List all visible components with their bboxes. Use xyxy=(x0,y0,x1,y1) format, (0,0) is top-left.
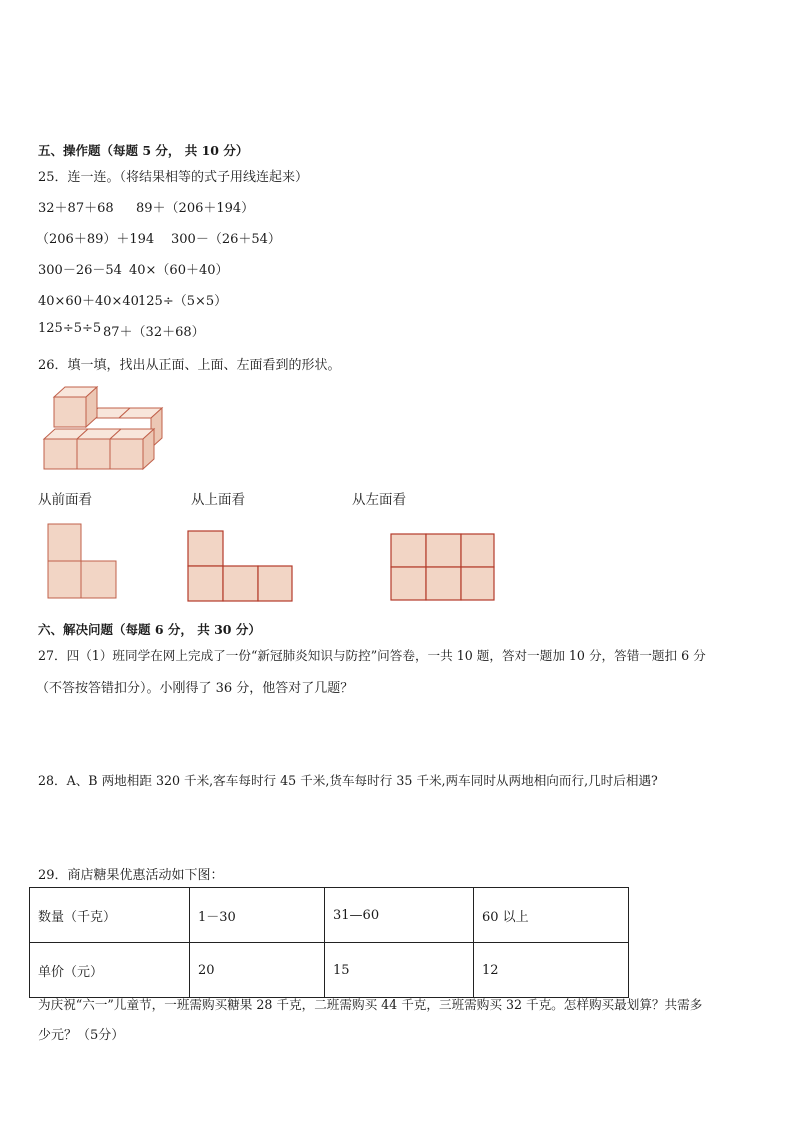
expr-right-4: 125÷（5×5） xyxy=(138,294,228,309)
view-front-label: 从前面看 xyxy=(38,492,92,508)
candy-price-table xyxy=(29,887,629,998)
front-view-square-top xyxy=(48,524,81,561)
expr-left-1: 32＋87＋68 xyxy=(38,201,114,216)
left-view-square-4 xyxy=(391,567,426,600)
expr-right-1: 89＋（206＋194） xyxy=(136,201,255,216)
expr-left-4: 40×60＋40×40 xyxy=(38,294,139,309)
cube-front-face-3 xyxy=(110,439,143,469)
left-view-square-2 xyxy=(426,534,461,567)
expr-left-5: 125÷5÷5 xyxy=(38,321,102,336)
table-cell-price-3: 12 xyxy=(474,943,629,998)
expr-right-5: 87＋（32＋68） xyxy=(103,325,205,340)
table-cell-range-3: 60 以上 xyxy=(474,888,629,943)
table-row-quantity xyxy=(30,888,629,943)
table-cell-range-1: 1－30 xyxy=(190,888,325,943)
cube-stack-front xyxy=(54,397,86,427)
expr-left-2: （206＋89）＋194 xyxy=(36,232,155,247)
cube-assembly-figure xyxy=(40,383,172,473)
question-29-prompt: 29．商店糖果优惠活动如下图： xyxy=(38,868,224,883)
expr-right-3: 40×（60＋40） xyxy=(129,263,229,278)
view-top-label: 从上面看 xyxy=(191,492,245,508)
top-view-square-bottom-3 xyxy=(258,566,292,601)
view-left-label: 从左面看 xyxy=(352,492,406,508)
top-view-figure xyxy=(187,530,295,604)
left-view-square-1 xyxy=(391,534,426,567)
top-view-square-bottom-1 xyxy=(188,566,223,601)
front-view-square-bottom-left xyxy=(48,561,81,598)
section-six-title: 六、解决问题（每题 6 分， 共 30 分） xyxy=(38,622,261,637)
question-29-line-2: 少元？（5分） xyxy=(38,1028,125,1043)
section-five-title: 五、操作题（每题 5 分， 共 10 分） xyxy=(38,143,249,158)
left-view-square-3 xyxy=(461,534,494,567)
table-cell-price-1: 20 xyxy=(190,943,325,998)
front-view-square-bottom-right xyxy=(81,561,116,598)
left-view-square-6 xyxy=(461,567,494,600)
table-cell-range-2: 31—60 xyxy=(325,888,474,943)
top-view-square-top xyxy=(188,531,223,566)
question-28-text: 28．A、B 两地相距 320 千米,客车每时行 45 千米,货车每时行 35 千米,两车同时从两地相向而行,几时后相遇? xyxy=(38,773,658,788)
table-cell-quantity-header: 数量（千克） xyxy=(30,888,190,943)
table-cell-price-2: 15 xyxy=(325,943,474,998)
cube-front-face-2 xyxy=(77,439,110,469)
question-27-line-1: 27．四（1）班同学在网上完成了一份“新冠肺炎知识与防控”问答卷，一共 10 题，答对一题加 10 分，答错一题扣 6 分 xyxy=(38,648,706,663)
top-view-square-bottom-2 xyxy=(223,566,258,601)
question-29-line-1: 为庆祝“六一”儿童节，一班需购买糖果 28 千克，二班需购买 44 千克，三班需购买 32 千克。怎样购买最划算？共需多 xyxy=(38,997,703,1012)
front-view-figure xyxy=(47,523,119,599)
question-27-line-2: （不答按答错扣分）。小刚得了 36 分，他答对了几题？ xyxy=(36,681,354,696)
question-26-prompt: 26．填一填，找出从正面、上面、左面看到的形状。 xyxy=(38,358,341,373)
left-view-square-5 xyxy=(426,567,461,600)
expr-right-2: 300－（26＋54） xyxy=(171,232,281,247)
cube-front-face-1 xyxy=(44,439,77,469)
table-row-price xyxy=(30,943,629,998)
question-25-prompt: 25．连一连。（将结果相等的式子用线连起来） xyxy=(38,170,309,185)
table-cell-price-header: 单价（元） xyxy=(30,943,190,998)
left-view-figure xyxy=(390,533,498,603)
expr-left-3: 300－26－54 xyxy=(38,263,122,278)
